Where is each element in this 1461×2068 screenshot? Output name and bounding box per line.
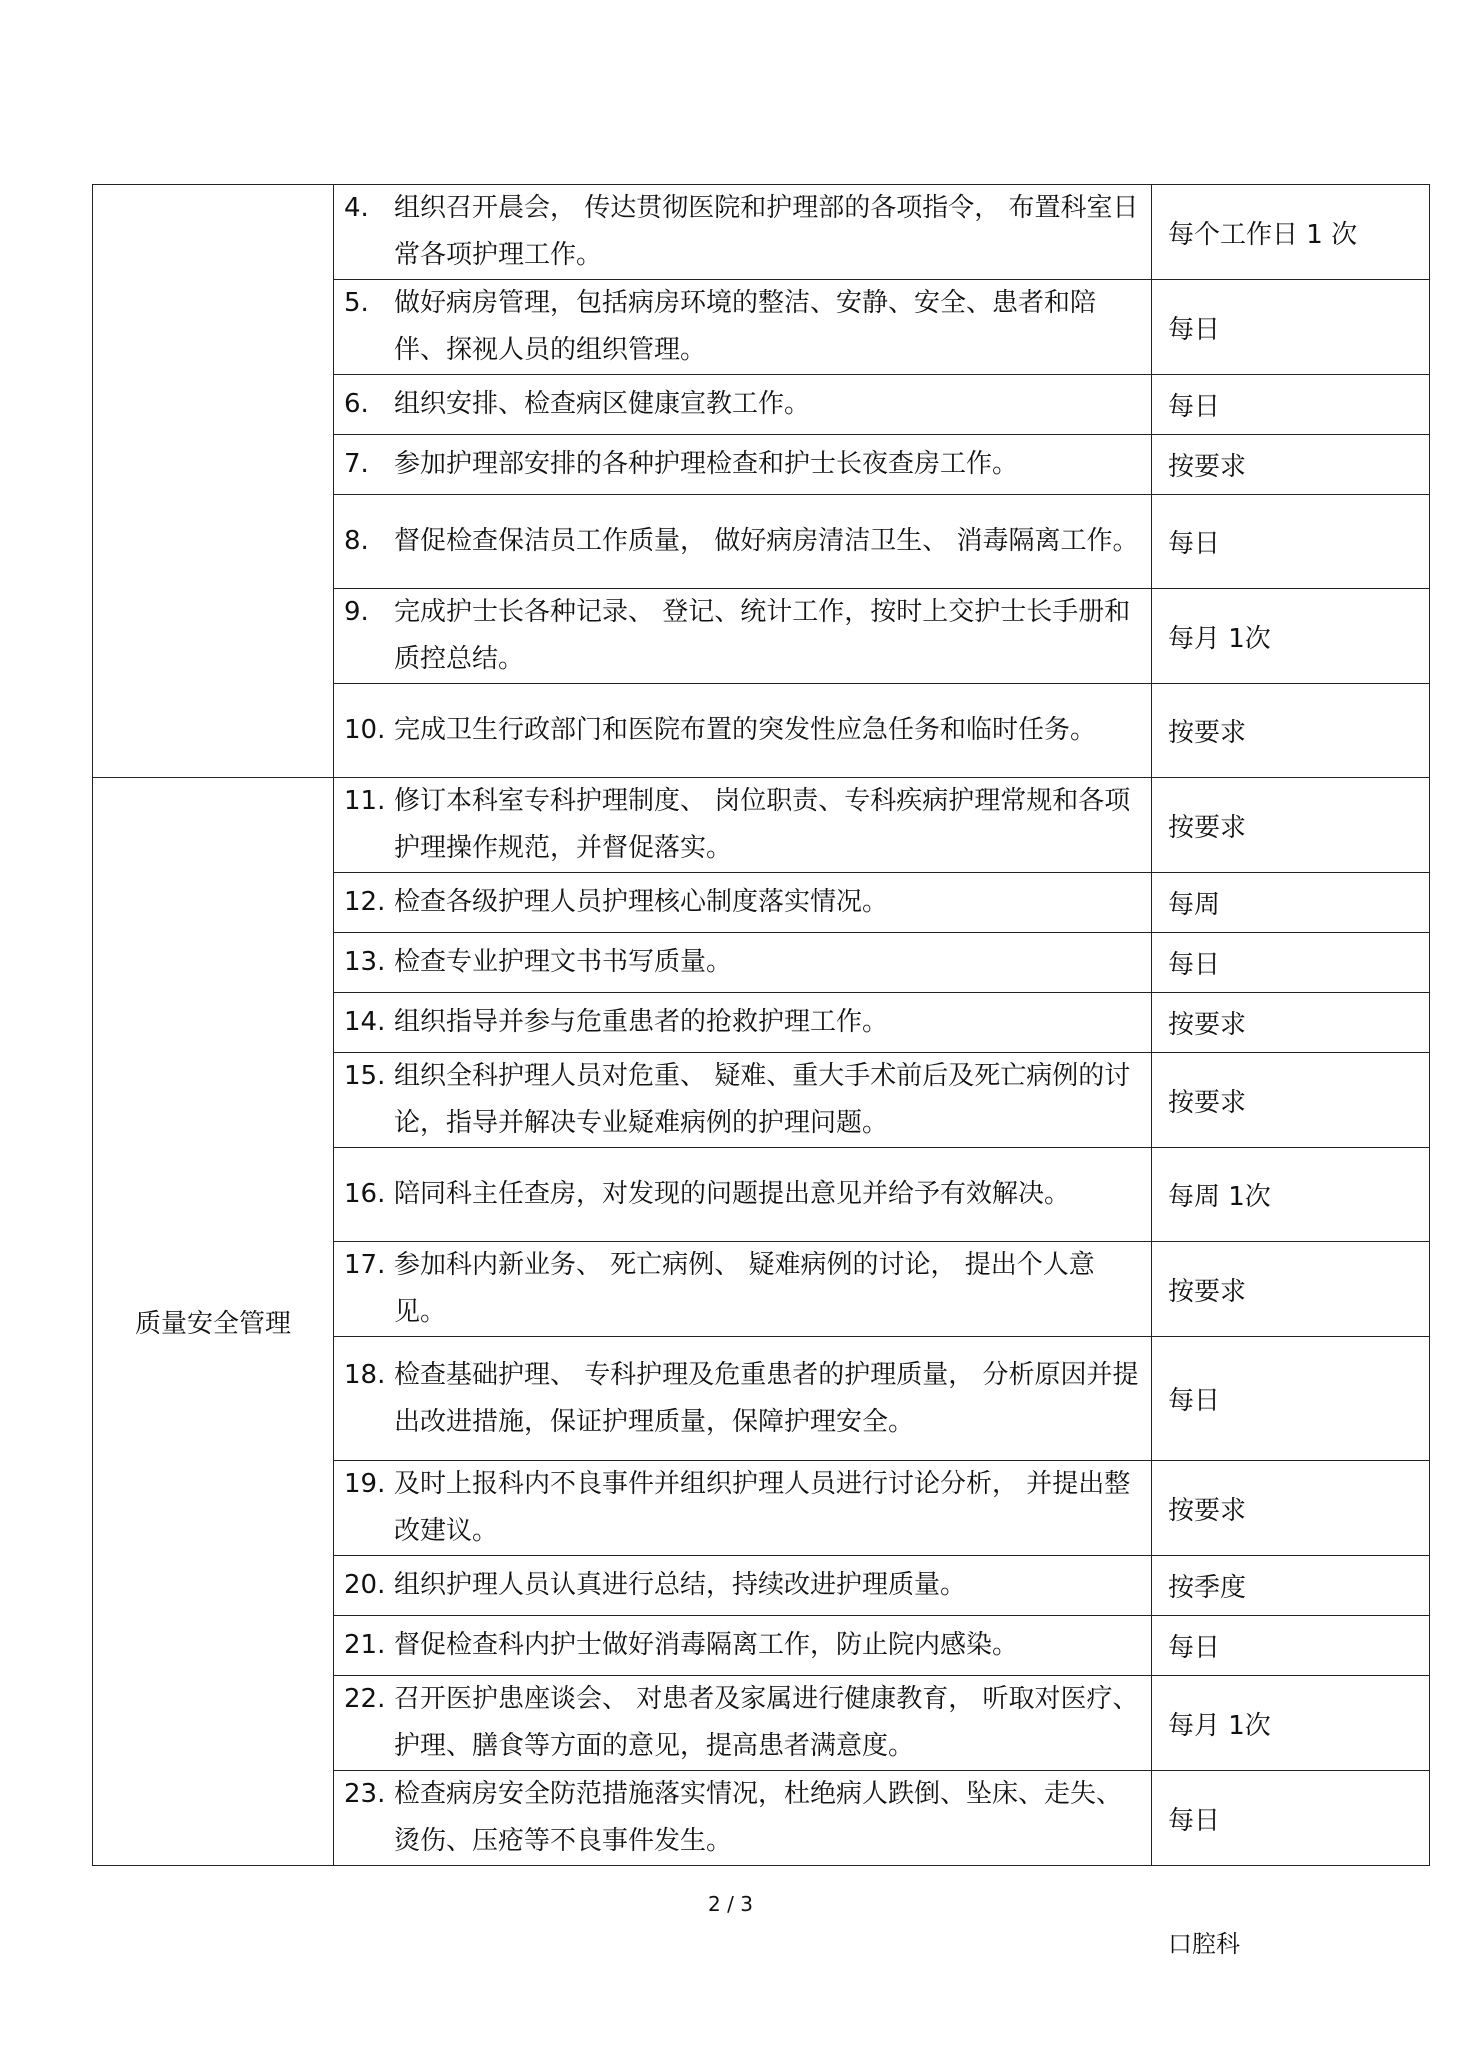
task-cell [334,1556,1152,1616]
task-text: 督促检查保洁员工作质量， 做好病房清洁卫生、 消毒隔离工作。 [394,526,1139,556]
task-text: 组织护理人员认真进行总结，持续改进护理质量。 [394,1570,967,1600]
task-text: 检查病房安全防范措施落实情况，杜绝病人跌倒、坠床、走失、烫伤、压疮等不良事件发生。 [394,1779,1123,1856]
task-number: 11. [344,786,386,816]
task-number: 12. [344,887,386,917]
frequency-cell: 每月 1次 [1152,1676,1430,1771]
task-text: 召开医护患座谈会、 对患者及家属进行健康教育， 听取对医疗、护理、膳食等方面的意见，提高患者满意度。 [394,1684,1139,1761]
task-content [344,441,1139,488]
frequency-cell: 按要求 [1152,1461,1430,1556]
task-cell [334,1337,1152,1461]
frequency-cell: 每周 [1152,873,1430,933]
task-number: 19. [344,1469,386,1499]
task-number: 6. [344,389,369,419]
task-text: 做好病房管理，包括病房环境的整洁、安静、安全、患者和陪伴、探视人员的组织管理。 [394,288,1097,365]
frequency-cell: 按要求 [1152,778,1430,873]
task-content [344,1676,1139,1770]
frequency-cell: 每日 [1152,280,1430,375]
task-content [344,1053,1139,1147]
duty-table [92,184,1430,1866]
frequency-cell: 每日 [1152,933,1430,993]
frequency-cell: 每周 1次 [1152,1148,1430,1242]
category-cell: 质量安全管理 [93,778,334,1866]
task-cell [334,1616,1152,1676]
task-content [344,1461,1139,1555]
task-content [344,1352,1139,1446]
task-text: 参加科内新业务、 死亡病例、 疑难病例的讨论， 提出个人意见。 [394,1250,1095,1327]
frequency-cell: 按要求 [1152,684,1430,778]
task-text: 检查专业护理文书书写质量。 [394,947,733,977]
task-text: 组织召开晨会， 传达贯彻医院和护理部的各项指令， 布置科室日常各项护理工作。 [394,193,1139,270]
task-cell [334,495,1152,589]
frequency-cell: 每日 [1152,495,1430,589]
task-cell [334,993,1152,1053]
task-text: 组织安排、检查病区健康宣教工作。 [394,389,811,419]
task-cell [334,1771,1152,1866]
task-cell [334,1053,1152,1148]
duty-table-body [93,185,1430,1866]
table-row [93,185,1430,280]
frequency-cell: 按要求 [1152,1242,1430,1337]
task-cell [334,1461,1152,1556]
frequency-cell: 每个工作日 1 次 [1152,185,1430,280]
task-number: 17. [344,1250,386,1280]
task-cell [334,589,1152,684]
task-text: 完成护士长各种记录、 登记、统计工作，按时上交护士长手册和质控总结。 [394,597,1131,674]
task-content [344,518,1139,565]
frequency-cell: 按要求 [1152,993,1430,1053]
task-content [344,185,1139,279]
category-cell [93,185,334,778]
page-number: 2 / 3 [708,1892,753,1916]
task-cell [334,933,1152,993]
task-number: 7. [344,449,369,479]
task-content [344,879,1139,926]
task-number: 20. [344,1570,386,1600]
task-cell [334,873,1152,933]
task-number: 21. [344,1630,386,1660]
task-number: 22. [344,1684,386,1714]
task-text: 督促检查科内护士做好消毒隔离工作，防止院内感染。 [394,1630,1019,1660]
frequency-cell: 按季度 [1152,1556,1430,1616]
frequency-cell: 每日 [1152,1616,1430,1676]
task-text: 检查各级护理人员护理核心制度落实情况。 [394,887,889,917]
task-text: 完成卫生行政部门和医院布置的突发性应急任务和临时任务。 [394,715,1097,745]
task-content [344,939,1139,986]
task-text: 参加护理部安排的各种护理检查和护士长夜查房工作。 [394,449,1019,479]
task-text: 陪同科主任查房，对发现的问题提出意见并给予有效解决。 [394,1179,1071,1209]
frequency-cell: 每日 [1152,1771,1430,1866]
task-content [344,1242,1139,1336]
task-number: 15. [344,1061,386,1091]
task-number: 10. [344,715,386,745]
task-content [344,1562,1139,1609]
frequency-cell: 每日 [1152,1337,1430,1461]
task-cell [334,280,1152,375]
department-label: 口腔科 [1168,1930,1240,1958]
task-text: 组织指导并参与危重患者的抢救护理工作。 [394,1007,889,1037]
task-cell [334,1242,1152,1337]
task-text: 检查基础护理、 专科护理及危重患者的护理质量， 分析原因并提出改进措施，保证护理质量，保障护理安全。 [394,1359,1139,1437]
task-content [344,778,1139,872]
table-row [93,778,1430,873]
frequency-cell: 按要求 [1152,1053,1430,1148]
task-text: 组织全科护理人员对危重、 疑难、重大手术前后及死亡病例的讨论，指导并解决专业疑难病例的护理问题。 [394,1061,1131,1138]
task-number: 16. [344,1179,386,1209]
task-content [344,1171,1139,1218]
frequency-cell: 按要求 [1152,435,1430,495]
task-content [344,999,1139,1046]
task-text: 及时上报科内不良事件并组织护理人员进行讨论分析， 并提出整改建议。 [394,1469,1131,1546]
task-cell [334,684,1152,778]
task-number: 9. [344,597,369,627]
task-number: 14. [344,1007,386,1037]
task-content [344,381,1139,428]
task-number: 18. [344,1359,386,1390]
task-cell [334,185,1152,280]
task-cell [334,435,1152,495]
task-content [344,1771,1139,1865]
frequency-cell: 每日 [1152,375,1430,435]
frequency-cell: 每月 1次 [1152,589,1430,684]
task-number: 13. [344,947,386,977]
task-cell [334,375,1152,435]
task-number: 4. [344,193,369,223]
task-cell [334,778,1152,873]
task-number: 23. [344,1779,386,1809]
task-content [344,1622,1139,1669]
task-cell [334,1148,1152,1242]
task-content [344,707,1139,754]
task-content [344,280,1139,374]
task-content [344,589,1139,683]
task-cell [334,1676,1152,1771]
task-number: 5. [344,288,369,318]
task-text: 修订本科室专科护理制度、 岗位职责、专科疾病护理常规和各项护理操作规范，并督促落实。 [394,786,1131,863]
task-number: 8. [344,526,369,556]
